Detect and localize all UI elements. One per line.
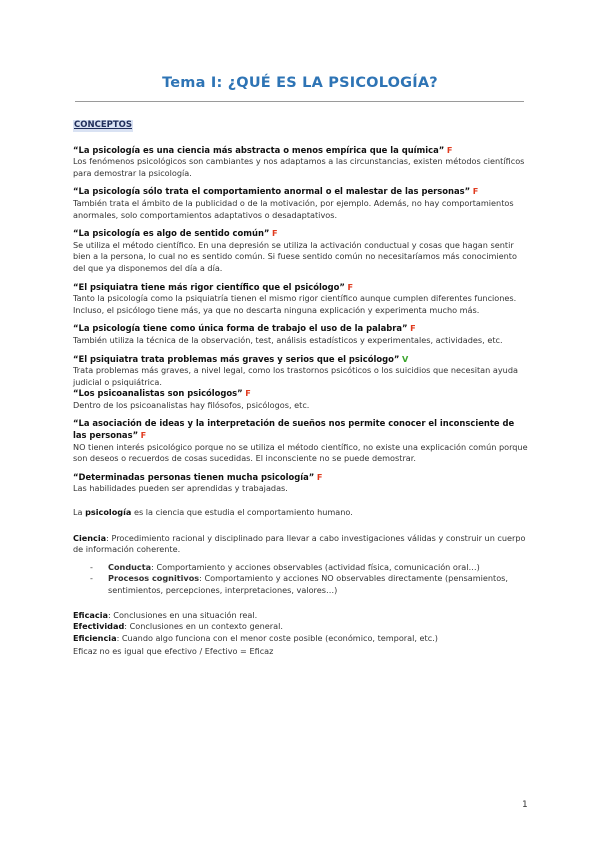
qa-answer: Dentro de los psicoanalistas hay filósofos, psicólogos, etc. <box>73 399 310 410</box>
qa-item <box>73 228 528 274</box>
efficacy-definitions <box>73 610 528 658</box>
term-line <box>73 621 528 633</box>
term-line <box>73 633 528 645</box>
definition-prefix: La <box>73 507 86 518</box>
qa-mark: F <box>140 430 147 441</box>
qa-item <box>73 418 528 464</box>
qa-answer: NO tienen interés psicológico porque no se utiliza el método científico, no existe una explicación común porque son deseos o recuerdos de cosas sucedidas. El inconsciente no se puede demostrar. <box>73 441 528 464</box>
science-definition <box>73 533 528 556</box>
qa-item <box>73 186 528 221</box>
closing-line: Eficaz no es igual que efectivo / Efectivo = Eficaz <box>73 646 274 657</box>
qa-answer: Las habilidades pueden ser aprendidas y trabajadas. <box>73 483 288 494</box>
qa-question: “La psicología es una ciencia más abstracta o menos empírica que la química” <box>73 144 445 155</box>
list-item <box>90 562 528 574</box>
qa-question: “El psiquiatra trata problemas más graves y serios que el psicólogo” <box>73 353 400 364</box>
psychology-definition <box>73 507 528 519</box>
qa-mark: F <box>472 186 479 197</box>
document-body <box>73 119 528 658</box>
qa-item <box>73 354 528 389</box>
term-text: : Cuando algo funciona con el menor coste posible (económico, temporal, etc.) <box>116 632 438 643</box>
definition-text: es la ciencia que estudia el comportamiento humano. <box>131 507 353 518</box>
section-heading: CONCEPTOS <box>74 120 132 130</box>
qa-answer: También trata el ámbito de la publicidad o de la motivación, por ejemplo. Además, no hay comportamientos anormales, solo comportamientos adaptativos o desadaptativos. <box>73 197 514 220</box>
qa-item <box>73 145 528 180</box>
term-name: Eficiencia <box>73 632 117 643</box>
list-item <box>90 573 528 596</box>
term-line <box>73 610 528 622</box>
qa-answer: Tanto la psicología como la psiquiatría tienen el mismo rigor científico aunque cumplen diferentes funciones. Incluso, el psicólogo tiene más, ya que no descarta ninguna explicación y experimenta mucho más. <box>73 293 517 315</box>
qa-mark: F <box>316 471 323 482</box>
bullet-text: : Comportamiento y acciones observables (actividad física, comunicación oral…) <box>151 561 480 572</box>
science-bullet-list <box>73 562 528 597</box>
qa-item <box>73 472 528 495</box>
qa-question: “La asociación de ideas y la interpretación de sueños nos permite conocer el inconsciente de las personas” <box>73 418 515 441</box>
title-divider <box>75 101 524 102</box>
qa-question: “Determinadas personas tienen mucha psicología” <box>73 471 315 482</box>
qa-question: “La psicología tiene como única forma de trabajo el uso de la palabra” <box>73 323 408 334</box>
page-title: Tema I: ¿QUÉ ES LA PSICOLOGÍA? <box>162 75 438 91</box>
qa-answer: Trata problemas más graves, a nivel legal, como los trastornos psicóticos o los suicidios que necesitan ayuda judicial o psiquiátrica. <box>73 365 518 387</box>
term-name: Efectividad <box>73 621 125 632</box>
science-term: Ciencia <box>73 532 107 543</box>
bullet-term: Conducta <box>108 561 152 572</box>
definition-term: psicología <box>85 507 132 518</box>
bullet-term: Procesos cognitivos <box>108 573 200 584</box>
term-name: Eficacia <box>73 609 108 620</box>
qa-mark: F <box>446 144 453 155</box>
term-text: : Conclusiones en un contexto general. <box>124 621 283 632</box>
qa-mark: F <box>245 388 251 399</box>
bullet-text: : Comportamiento y acciones NO observables directamente (pensamientos, sentimientos, percepciones, interpretaciones, valores…) <box>108 573 508 595</box>
page-number: 1 <box>522 800 528 810</box>
qa-mark: F <box>410 323 416 334</box>
science-text: : Procedimiento racional y disciplinado para llevar a cabo investigaciones válidas y construir un cuerpo de información coherente. <box>73 532 526 555</box>
qa-mark: F <box>347 281 354 292</box>
qa-question: “El psiquiatra tiene más rigor científico que el psicólogo” <box>73 281 345 292</box>
qa-item <box>73 388 528 411</box>
qa-answer: Los fenómenos psicológicos son cambiantes y nos adaptamos a las circunstancias, existen métodos científicos para demostrar la psicología. <box>73 156 525 178</box>
qa-question: “La psicología sólo trata el comportamiento anormal o el malestar de las personas” <box>73 186 471 197</box>
qa-item <box>73 323 528 346</box>
qa-question: “Los psicoanalistas son psicólogos” <box>73 388 243 399</box>
qa-item <box>73 282 528 317</box>
qa-answer: Se utiliza el método científico. En una depresión se utiliza la activación conductual y cosas que hagan sentir bien a la persona, lo cual no es sentido común. Si fuese sentido común no necesitaríamos más conocimiento del que ya disponemos del día a día. <box>73 239 517 273</box>
qa-answer: También utiliza la técnica de la observación, test, análisis estadísticos y experimentales, actividades, etc. <box>73 334 503 345</box>
qa-mark: V <box>401 353 409 364</box>
qa-question: “La psicología es algo de sentido común” <box>73 228 270 239</box>
qa-mark: F <box>272 228 278 239</box>
term-text: : Conclusiones en una situación real. <box>107 609 258 620</box>
